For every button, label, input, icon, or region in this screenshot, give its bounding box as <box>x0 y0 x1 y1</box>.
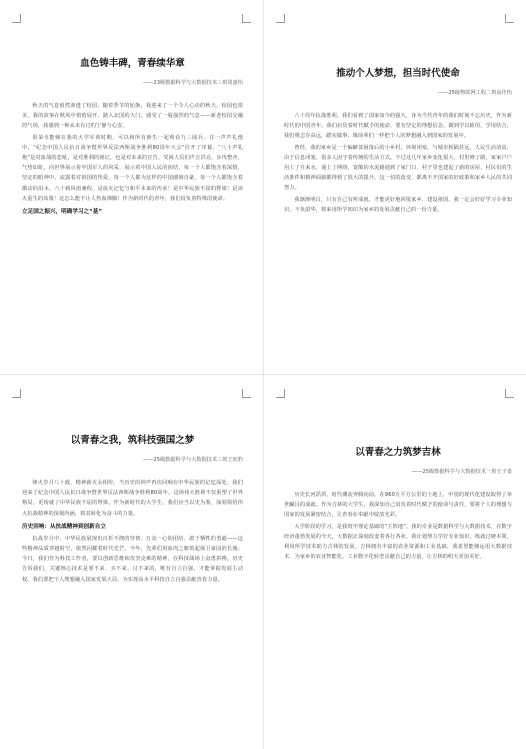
paragraph: 秋天的气息悄然渗透了校园，随着季节的轮换，我迎来了一个令人心动的秋天。校园也很美，我的故事在秋风中悄悄展开。踏入北国的大门，感受了一股强烈的气息——新老校园交融的气场，我感到一种从未有过的宁静与心安。 <box>22 103 243 130</box>
section-heading: 历史回响：从抗战精神到创新自立 <box>22 523 106 530</box>
crop-mark <box>242 14 251 23</box>
crop-mark <box>276 14 285 23</box>
document-page-3 <box>0 374 263 749</box>
paragraph: 我渐渐明白，只有自己有所成就，才能更好地回报家乡，建设祖国。我一定会好好学习专业知识，不负韶华，将来用所学知识为家乡的发展贡献自己的一份力量。 <box>284 196 512 213</box>
crop-mark <box>12 389 21 398</box>
crop-mark <box>242 389 251 398</box>
author-line: ——25级数据科学与大数据技术一班王子柔 <box>412 469 512 475</box>
paragraph: 历史长河滔滔，时代潮流奔腾向前。在960万平方公里的土地上，中国的现代化建设取得了举世瞩目的成就。作为吉林的大学生，我深知自己肩负着时代赋予的使命与责任，要将个人的理想与国家的发展紧密结合，让青春在奉献中绽放光彩。 <box>284 492 512 519</box>
paragraph: 大学阶段的学习，是我筑牢理论基础的“主阵地”。我的专业是数据科学与大数据技术，在数字经济蓬勃发展的今天，大数据正深刻改变着各行各业。我计划努力学好专业知识，练就过硬本领，利用所学技术助力吉林的发展。吉林拥有丰富的农业资源和工业基础，我希望能够运用大数据技术，为家乡的农业智能化、工业数字化转型贡献自己的力量，让吉林的明天更加美好。 <box>284 523 512 561</box>
author-line: ——25级数据科学与大数据技术三班王轮豹 <box>143 457 243 463</box>
page-title: 以青春之我，筑科技强国之梦 <box>70 435 195 446</box>
document-page-2 <box>263 0 526 374</box>
paragraph: 烽火岁月八十载，精神薪火永相传。当历史的钟声再次回响在中华民族的记忆深处，我们迎来了纪念中国人民抗日战争暨世界反法西斯战争胜利80周年。这场伟大胜利不仅重塑了世界格局，更铸就了中华民族不屈的脊梁。作为新时代的大学生，我们应当以史为鉴，深刻领悟伟大抗战精神的深刻内涵，将其转化为奋斗的力量。 <box>22 480 243 517</box>
section-heading: 立足国之振兴，明确学习之“基” <box>22 209 103 216</box>
document-page-1 <box>0 0 263 374</box>
crop-mark <box>505 14 514 23</box>
paragraph: 很荣幸能够在我的大学军训时期，可以和所有新生一起观看九三阅兵。在一声声礼炮中，“纪念中国人民抗日战争暨世界反法西斯战争胜利80周年大会”拉开了序幕。“八十声礼炮”是对血战的悲吼，是对胜利的铭记，也是对未来的宣告。受阅人员们声音洪亮，步伐整齐，气势如虹，向世界展示着中国军人的风采，展示着中国人民的团结，每一个人都饱含着深情，坚定的眼神中，流露着对祖国的热爱。每一个人都为这样的中国感到自豪，每一个人都饱含着激动的泪水。八十载风雨兼程，是血火记忆与和平未来的传承！是中华民族不屈的脊梁！是浴火重生的凤凰！这怎么能不让人热血沸腾！作为新时代的青年，我们肩负着特殊的使命。 <box>22 134 243 202</box>
page-title: 以青春之力筑梦吉林 <box>355 447 441 458</box>
author-line: ——23级数据科学与大数据技术三班周嘉怡 <box>143 80 243 86</box>
paragraph: 曾经，我的家乡是一个偏僻贫困落后的小乡村，环境闭塞，与城市相隔甚远，人民生活清贫，由于信息闭塞，很多人固守着传统的生活方式。不过这几年家乡变化很大，村里修了路，家家户户用上了自来水，通上了网络，宽敞的水泥路通到了家门口，村子里也建起了新的房屋，村民们的生活条件和精神面貌都得到了很大的提升。这一切的改变，都离不开国家的好政策和家乡人民的共同努力。 <box>284 144 512 192</box>
author-line: ——25级物联网工程二班高佳怡 <box>437 90 512 96</box>
paragraph: 八十周年抗战胜利，我们看到了国家如今的强大，身为当代青年的我们时刻不忘历史，作为新时代的中国青年，我们肩负着时代赋予的使命，要有坚定的理想信念，做到学以致用、学用结合，我们将志存高远，踏实做事，像前辈们一样把个人的梦想融入到国家的发展中。 <box>284 113 512 140</box>
crop-mark <box>12 14 21 23</box>
document-page-4 <box>263 374 526 749</box>
page-title: 推动个人梦想，担当时代使命 <box>336 68 460 79</box>
page-title: 血色铸丰碑，青春续华章 <box>80 58 185 69</box>
crop-mark <box>276 389 285 398</box>
paragraph: 抗战岁月中，中华民族展现出百折不挠的坚韧、万众一心的团结、敢于牺牲的勇毅——这些精神品质穿越时空，依然闪耀着时代光芒。今年，先辈们用血肉之躯筑起保卫家园的长城；今日，我们作为科技工作者，要以创新思维和攻坚克难的精神，在科技战场上奋勇拼搏。历史告诉我们，关键核心技术是要不来、买不来、讨不来的，唯有自立自强，才能掌握发展主动权。我们要把个人理想融入国家发展大局，为实现高水平科技自立自强贡献青春力量。 <box>22 535 243 583</box>
crop-mark <box>505 389 514 398</box>
